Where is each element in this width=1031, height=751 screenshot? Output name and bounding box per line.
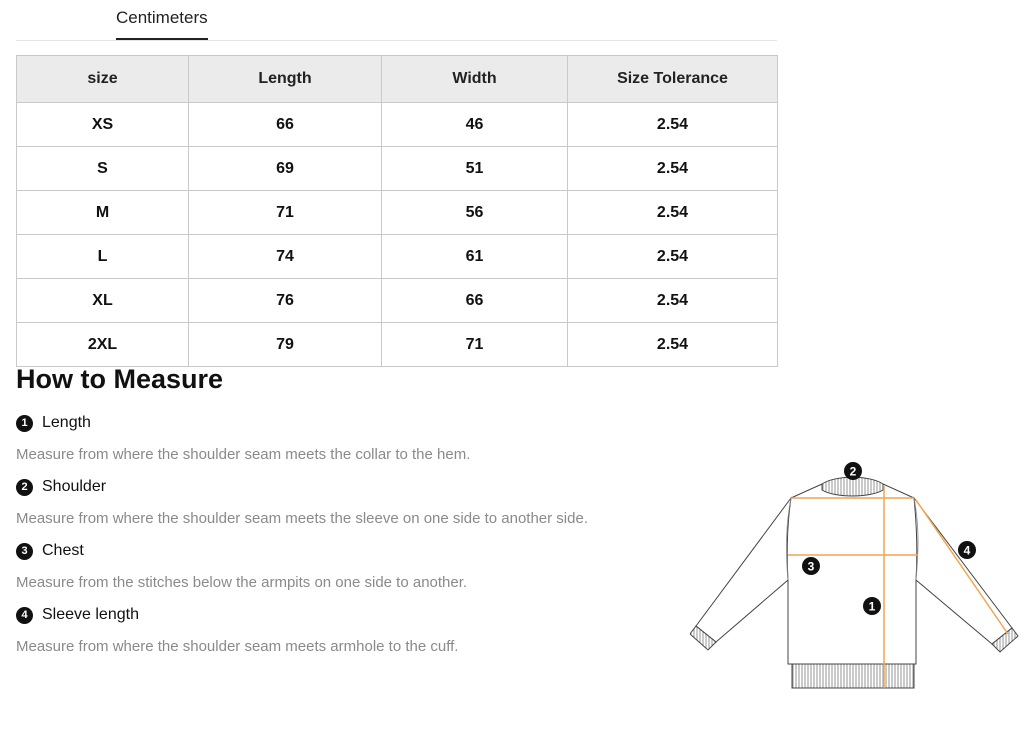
table-cell: 76 <box>189 279 382 323</box>
marker-label: 2 <box>849 464 857 479</box>
marker-label: 4 <box>963 543 971 558</box>
table-cell: 2.54 <box>568 279 778 323</box>
step-length <box>16 412 666 434</box>
step-chest <box>16 540 666 562</box>
column-header-width: Width <box>382 56 568 103</box>
table-row <box>17 279 778 323</box>
how-to-measure-title: How to Measure <box>16 364 224 394</box>
table-cell: 46 <box>382 103 568 147</box>
table-cell: 2.54 <box>568 323 778 367</box>
table-cell: 2.54 <box>568 147 778 191</box>
left-sleeve-shape <box>696 498 791 642</box>
table-row <box>17 323 778 367</box>
sweater-measurement-illustration <box>690 458 1020 694</box>
table-cell: 2.54 <box>568 191 778 235</box>
table-cell: 69 <box>189 147 382 191</box>
table-cell: XS <box>17 103 189 147</box>
column-header-size-tolerance: Size Tolerance <box>568 56 778 103</box>
hem-rib-shape <box>792 664 914 688</box>
step-label: Shoulder <box>42 478 107 495</box>
column-header-size: size <box>17 56 189 103</box>
column-header-length: Length <box>189 56 382 103</box>
marker-label: 1 <box>868 599 876 614</box>
step-description: Measure from where the shoulder seam meets the sleeve on one side to another side. <box>16 510 588 527</box>
step-label: Length <box>42 414 91 431</box>
table-cell: 2.54 <box>568 103 778 147</box>
table-cell: 2.54 <box>568 235 778 279</box>
table-cell: 66 <box>189 103 382 147</box>
step-number-3-icon: 3 <box>16 543 33 560</box>
step-number-2-icon: 2 <box>16 479 33 496</box>
marker-label: 3 <box>807 559 815 574</box>
table-cell: S <box>17 147 189 191</box>
table-cell: 79 <box>189 323 382 367</box>
table-row <box>17 147 778 191</box>
table-cell: 2XL <box>17 323 189 367</box>
table-cell: 74 <box>189 235 382 279</box>
collar-shape <box>822 477 883 496</box>
step-shoulder <box>16 476 666 498</box>
measure-steps <box>16 412 666 668</box>
sweater-body-shape <box>787 484 917 664</box>
step-description: Measure from where the shoulder seam meets the collar to the hem. <box>16 446 471 463</box>
step-number-4-icon: 4 <box>16 607 33 624</box>
unit-tabs <box>16 0 777 41</box>
size-chart-table <box>16 55 778 367</box>
step-description: Measure from where the shoulder seam meets armhole to the cuff. <box>16 638 459 655</box>
table-cell: 71 <box>382 323 568 367</box>
table-cell: XL <box>17 279 189 323</box>
tab-centimeters[interactable]: Centimeters <box>116 8 208 40</box>
table-cell: 71 <box>189 191 382 235</box>
table-cell: 61 <box>382 235 568 279</box>
table-cell: 56 <box>382 191 568 235</box>
step-sleeve-length <box>16 604 666 626</box>
step-description: Measure from the stitches below the armpits on one side to another. <box>16 574 468 591</box>
table-cell: 66 <box>382 279 568 323</box>
step-label: Sleeve length <box>42 606 139 623</box>
table-cell: M <box>17 191 189 235</box>
step-number-1-icon: 1 <box>16 415 33 432</box>
step-label: Chest <box>42 542 84 559</box>
table-cell: 51 <box>382 147 568 191</box>
table-row <box>17 103 778 147</box>
right-sleeve-shape <box>914 498 1012 644</box>
table-cell: L <box>17 235 189 279</box>
table-row <box>17 235 778 279</box>
table-row <box>17 191 778 235</box>
table-header-row <box>17 56 778 103</box>
